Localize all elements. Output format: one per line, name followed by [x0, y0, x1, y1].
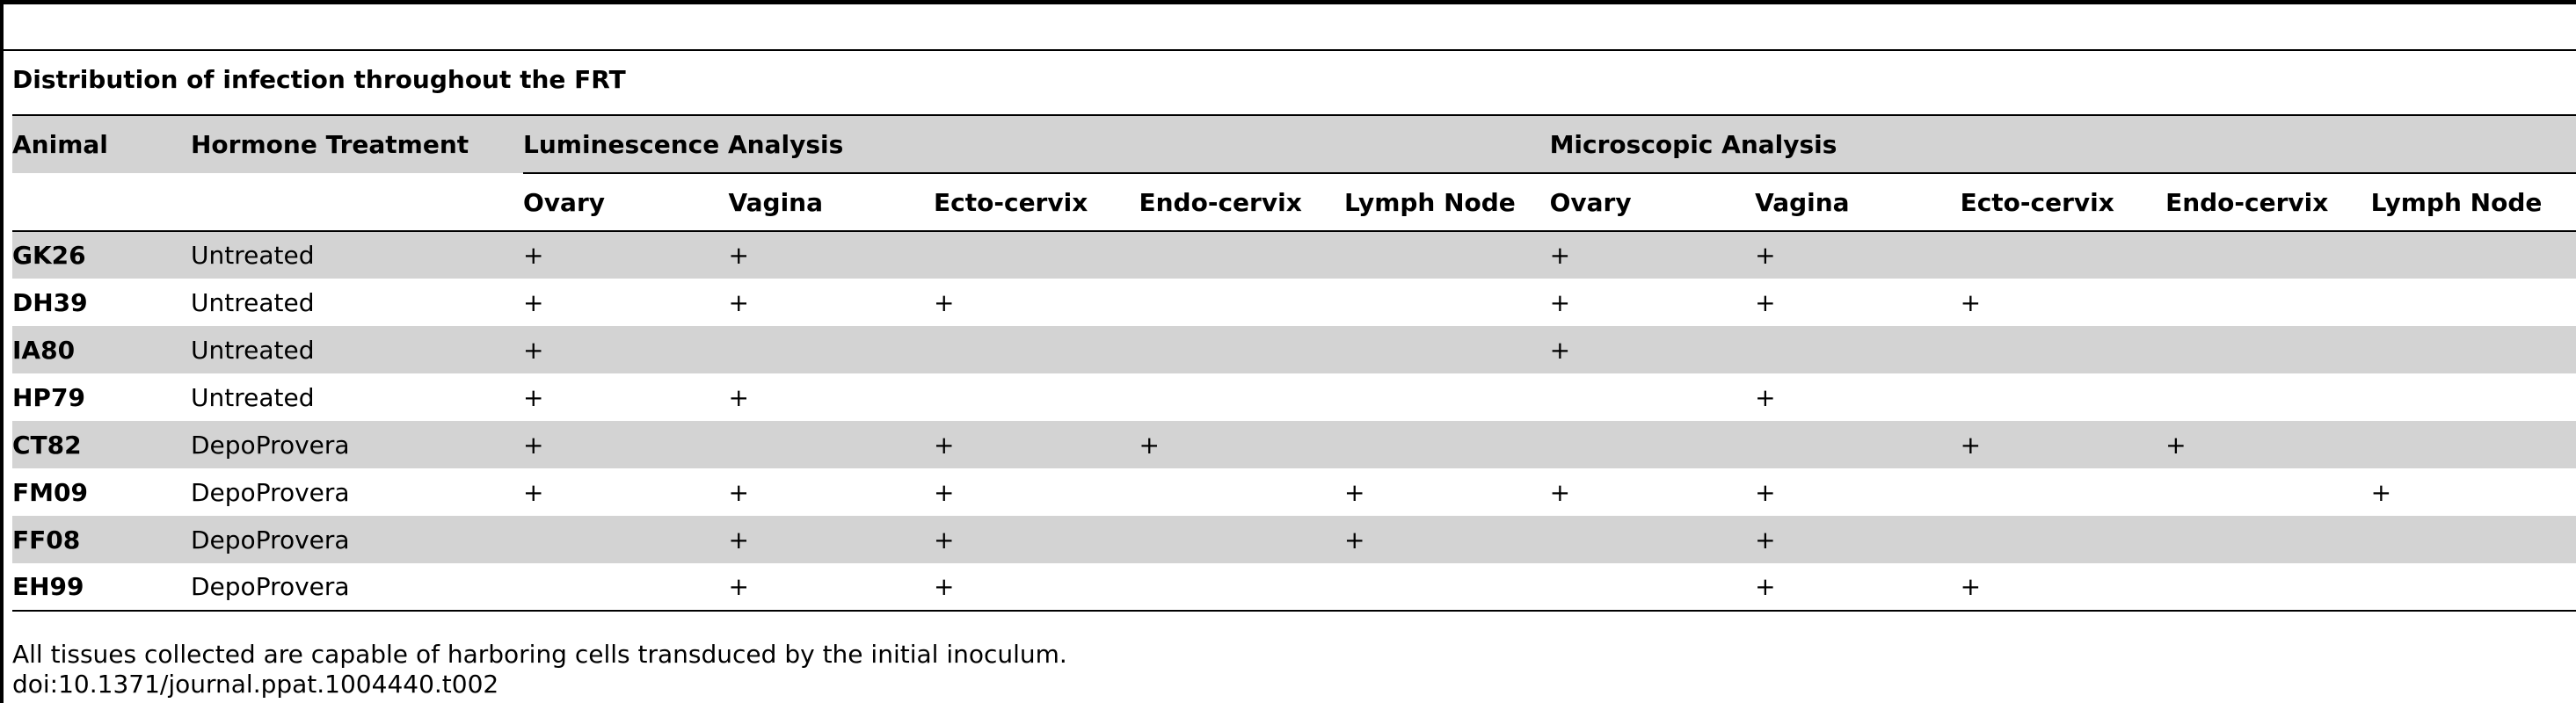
header-mic-endo-cervix: Endo-cervix — [2165, 187, 2329, 217]
table-body — [12, 231, 2576, 611]
hormone-treatment: DepoProvera — [191, 421, 523, 468]
table-row — [12, 563, 2576, 611]
lum-ecto-cervix-cell: + — [934, 477, 955, 507]
table-title: Distribution of infection throughout the FRT — [12, 65, 626, 94]
mic-endo-cervix-cell — [2165, 279, 2371, 326]
mic-ecto-cervix-cell: + — [1961, 421, 2166, 468]
mic-ecto-cervix-cell — [1961, 373, 2166, 421]
lum-endo-cervix-cell — [1139, 326, 1345, 373]
mic-vagina-cell: + — [1755, 382, 1776, 412]
mic-vagina-cell: + — [1755, 477, 1776, 507]
mic-lymph-node-cell — [2371, 516, 2576, 563]
mic-lymph-node-cell — [2371, 326, 2576, 373]
lum-vagina-cell: + — [728, 287, 749, 317]
header-row-tissues — [12, 173, 2576, 231]
title-rule — [0, 49, 2576, 51]
lum-ovary-cell: + — [523, 287, 544, 317]
mic-vagina-cell: + — [1755, 231, 1961, 279]
header-microscopic-analysis: Microscopic Analysis — [1550, 115, 2576, 173]
lum-ovary-cell — [523, 563, 729, 611]
mic-ovary-cell: + — [1550, 231, 1756, 279]
lum-lymph-node-cell — [1344, 373, 1550, 421]
mic-vagina-cell — [1755, 326, 1961, 373]
lum-ovary-cell: + — [523, 477, 544, 507]
lum-ecto-cervix-cell: + — [934, 516, 1139, 563]
header-lum-vagina: Vagina — [728, 187, 824, 217]
table-row — [12, 421, 2576, 468]
lum-ovary-cell: + — [523, 421, 729, 468]
mic-lymph-node-cell: + — [2370, 477, 2392, 507]
lum-endo-cervix-cell — [1139, 468, 1345, 516]
header-mic-ecto-cervix: Ecto-cervix — [1960, 187, 2114, 217]
left-border — [0, 0, 4, 703]
lum-ecto-cervix-cell: + — [934, 572, 955, 601]
table-row — [12, 279, 2576, 326]
header-row-groups — [12, 115, 2576, 173]
mic-ecto-cervix-cell — [1961, 516, 2166, 563]
lum-lymph-node-cell: + — [1344, 477, 1365, 507]
header-lum-ecto-cervix: Ecto-cervix — [934, 187, 1088, 217]
hormone-treatment: Untreated — [191, 231, 523, 279]
hormone-treatment: Untreated — [191, 287, 315, 317]
mic-endo-cervix-cell — [2165, 563, 2371, 611]
lum-lymph-node-cell: + — [1344, 516, 1550, 563]
hormone-treatment: DepoProvera — [191, 572, 350, 601]
mic-ovary-cell: + — [1549, 477, 1571, 507]
mic-endo-cervix-cell — [2165, 468, 2371, 516]
table-row — [12, 326, 2576, 373]
hormone-treatment: DepoProvera — [191, 477, 350, 507]
lum-ecto-cervix-cell — [934, 373, 1139, 421]
animal-id: FM09 — [12, 477, 88, 507]
animal-id: GK26 — [12, 231, 191, 279]
lum-endo-cervix-cell — [1139, 563, 1345, 611]
mic-vagina-cell: + — [1755, 572, 1776, 601]
lum-vagina-cell: + — [729, 516, 935, 563]
hormone-treatment: Untreated — [191, 382, 315, 412]
lum-vagina-cell: + — [728, 477, 749, 507]
lum-lymph-node-cell — [1344, 279, 1550, 326]
header-hormone-treatment: Hormone Treatment — [191, 115, 523, 173]
mic-ecto-cervix-cell — [1961, 231, 2166, 279]
table-row — [12, 468, 2576, 516]
animal-id: FF08 — [12, 516, 191, 563]
lum-ecto-cervix-cell — [934, 231, 1139, 279]
mic-ecto-cervix-cell: + — [1960, 287, 1982, 317]
lum-ovary-cell — [523, 516, 729, 563]
lum-lymph-node-cell — [1344, 326, 1550, 373]
lum-ovary-cell: + — [523, 231, 729, 279]
mic-ovary-cell: + — [1549, 287, 1571, 317]
header-luminescence-analysis: Luminescence Analysis — [523, 115, 1550, 173]
header-hormone-blank — [191, 173, 523, 231]
mic-endo-cervix-cell: + — [2165, 421, 2371, 468]
mic-ecto-cervix-cell — [1961, 468, 2166, 516]
mic-ovary-cell — [1550, 373, 1756, 421]
mic-lymph-node-cell — [2371, 279, 2576, 326]
lum-vagina-cell: + — [728, 572, 749, 601]
header-lum-ovary: Ovary — [523, 187, 606, 217]
mic-ovary-cell — [1550, 563, 1756, 611]
lum-endo-cervix-cell — [1139, 279, 1345, 326]
mic-endo-cervix-cell — [2165, 231, 2371, 279]
mic-ovary-cell: + — [1550, 326, 1756, 373]
mic-lymph-node-cell — [2371, 421, 2576, 468]
header-mic-vagina: Vagina — [1755, 187, 1850, 217]
animal-id: DH39 — [12, 287, 88, 317]
mic-vagina-cell: + — [1755, 516, 1961, 563]
table-row — [12, 231, 2576, 279]
header-animal-blank — [12, 173, 191, 231]
table-footnote: All tissues collected are capable of harboring cells transduced by the initial inoculum. — [12, 640, 1067, 669]
table-row — [12, 373, 2576, 421]
header-mic-lymph-node: Lymph Node — [2370, 187, 2543, 217]
infection-table — [12, 114, 2576, 612]
top-rule — [0, 0, 2576, 4]
mic-endo-cervix-cell — [2165, 516, 2371, 563]
lum-endo-cervix-cell: + — [1139, 421, 1345, 468]
mic-ecto-cervix-cell — [1961, 326, 2166, 373]
header-lum-endo-cervix: Endo-cervix — [1139, 187, 1302, 217]
mic-vagina-cell — [1755, 421, 1961, 468]
header-mic-ovary: Ovary — [1549, 187, 1632, 217]
mic-lymph-node-cell — [2371, 231, 2576, 279]
mic-ovary-cell — [1550, 516, 1756, 563]
lum-ovary-cell: + — [523, 382, 544, 412]
header-lum-lymph-node: Lymph Node — [1344, 187, 1516, 217]
mic-lymph-node-cell — [2371, 373, 2576, 421]
lum-vagina-cell — [729, 326, 935, 373]
mic-ecto-cervix-cell: + — [1960, 572, 1982, 601]
mic-endo-cervix-cell — [2165, 326, 2371, 373]
header-animal: Animal — [12, 115, 191, 173]
lum-vagina-cell — [729, 421, 935, 468]
lum-endo-cervix-cell — [1139, 516, 1345, 563]
lum-ecto-cervix-cell: + — [934, 287, 955, 317]
mic-endo-cervix-cell — [2165, 373, 2371, 421]
mic-vagina-cell: + — [1755, 287, 1776, 317]
animal-id: CT82 — [12, 421, 191, 468]
mic-lymph-node-cell — [2371, 563, 2576, 611]
lum-lymph-node-cell — [1344, 231, 1550, 279]
lum-endo-cervix-cell — [1139, 373, 1345, 421]
animal-id: IA80 — [12, 326, 191, 373]
hormone-treatment: DepoProvera — [191, 516, 523, 563]
lum-vagina-cell: + — [728, 382, 749, 412]
lum-ecto-cervix-cell: + — [934, 421, 1139, 468]
hormone-treatment: Untreated — [191, 326, 523, 373]
mic-ovary-cell — [1550, 421, 1756, 468]
doi-link[interactable]: doi:10.1371/journal.ppat.1004440.t002 — [12, 670, 499, 699]
lum-lymph-node-cell — [1344, 563, 1550, 611]
animal-id: EH99 — [12, 572, 84, 601]
table-row — [12, 516, 2576, 563]
lum-vagina-cell: + — [729, 231, 935, 279]
lum-endo-cervix-cell — [1139, 231, 1345, 279]
lum-ovary-cell: + — [523, 326, 729, 373]
lum-ecto-cervix-cell — [934, 326, 1139, 373]
lum-lymph-node-cell — [1344, 421, 1550, 468]
animal-id: HP79 — [12, 382, 85, 412]
